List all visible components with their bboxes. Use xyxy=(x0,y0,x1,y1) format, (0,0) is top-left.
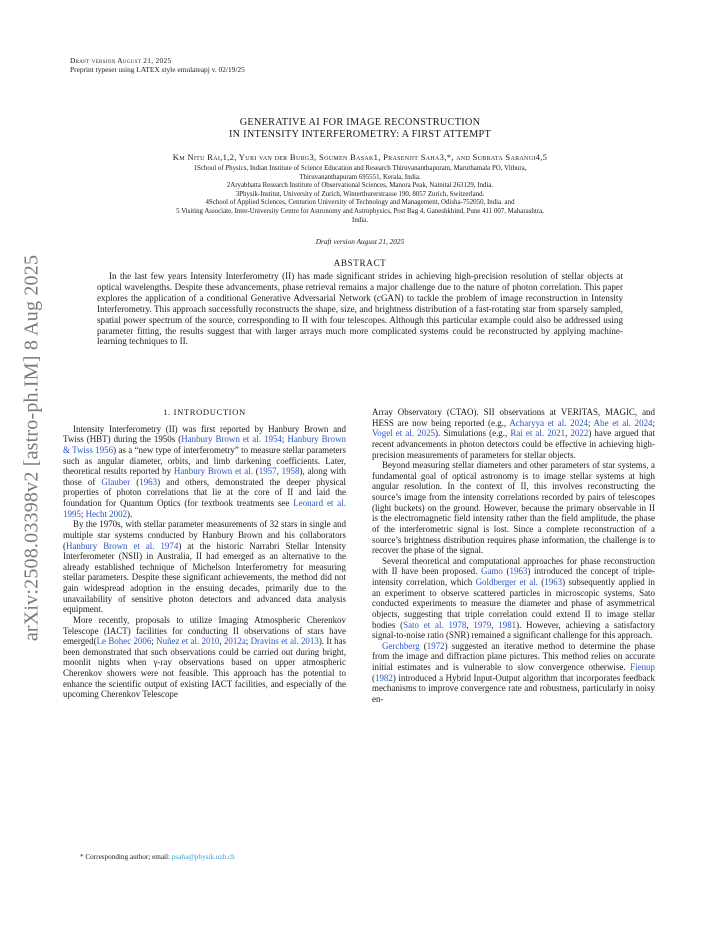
citation-link[interactable]: Fienup xyxy=(630,662,655,672)
citation-link[interactable]: 1981 xyxy=(498,619,517,630)
paragraph-text: ; xyxy=(281,434,288,445)
paragraph-text: ) have argued that recent advancements in photon detectors could be effective in achieving high-precision measurements of parameters for stellar objects. xyxy=(372,428,656,460)
paragraph xyxy=(372,641,655,705)
paragraph-text: ) introduced the concept of triple-intensity correlation, which xyxy=(372,566,655,587)
abstract-heading: ABSTRACT xyxy=(333,258,387,268)
arxiv-identifier-text: arXiv:2508.03398v2 [astro-ph.IM] 8 Aug 2025 xyxy=(20,254,43,642)
citation-link[interactable]: Nuñez et al. 2010 xyxy=(156,636,220,647)
paragraph-text: Beyond measuring stellar diameters and other parameters of star systems, a fundamental goal of optical astronomy is to image stellar systems at high angular resolution. In the context of II, this involves reconstructing the source’s image from the intensity correlations recorded by pairs of telescopes (light buckets) on the ground. However, because the primary observable in II is the electromagnetic field intensity rather than the field amplitude, the phase of the interferometric signal is lost. Since a complete reconstruction of a source’s brightness distribution requires phase information, the challenge is to recover the phase of the signal. xyxy=(372,460,655,556)
paragraph-text: ) as a “new type of interferometry” to measure stellar parameters such as angular diameter, orbits, and limb darkening coefficients. Later, theoretical results reported by xyxy=(63,444,346,477)
citation-link[interactable]: 2012a xyxy=(223,636,246,647)
paragraph-text: ; xyxy=(652,417,655,428)
citation-link[interactable]: Dravins et al. 2013 xyxy=(250,636,319,647)
preprint-header xyxy=(70,56,245,74)
paragraph-text: ). It has been demonstrated that such observations could be carried out during bright, moonlit nights when γ-ray observations based on upper atmospheric Cherenkov showers were not feasible. This approach has the potential to enhance the scientific output of existing IACT facilities, and especially of the upcoming Cherenkov Telescope xyxy=(63,636,347,700)
author-email-link[interactable]: psaha@physik.uzh.ch xyxy=(171,853,235,861)
title-line-2: IN INTENSITY INTERFEROMETRY: A FIRST ATTEMPT xyxy=(228,128,492,140)
paragraph-text: ). Simulations (e.g., xyxy=(435,428,511,439)
paragraph xyxy=(372,460,655,556)
paragraph-text: More recently, proposals to utilize Imaging Atmospheric Cherenkov Telescope (IACT) facilities for conducting II observations of stars have emerged( xyxy=(63,614,346,647)
affiliation-line: 4School of Applied Sciences, Centurion University of Technology and Management, Odisha-752050, India. and xyxy=(205,199,515,207)
citation-link[interactable]: Goldberger et al. xyxy=(475,577,538,587)
paragraph xyxy=(63,519,346,615)
paragraph-text: By the 1970s, with stellar parameter measurements of 32 stars in single and multiple star systems conducted by Hanbury Brown and his collaborators ( xyxy=(63,519,346,551)
draft-version-date: Draft version August 21, 2025 xyxy=(315,237,405,246)
paper-title xyxy=(120,117,600,140)
citation-link[interactable]: Le Bohec 2006 xyxy=(96,636,152,647)
paragraph-text: ) introduced a Hybrid Input-Output algorithm that incorporates feedback mechanisms to improve convergence rate and robustness, particularly in noisy en- xyxy=(372,672,655,704)
affiliation-line: India. xyxy=(352,216,368,224)
paragraph-text: ( xyxy=(419,640,427,651)
affiliation-list xyxy=(70,165,650,225)
affiliation-line: 3Physik-Institut, University of Zurich, Winterthurerstrasse 190, 8057 Zurich, Switzerland. xyxy=(235,190,485,198)
paragraph-text: ) subsequently applied in an experiment to observe scattered particles in microscopic systems. Sato conducted experiments to measure the diameter and phase of asymmetrical objects, suggesting that triple correlation could extend II to image stellar bodies ( xyxy=(372,577,656,630)
paragraph-text: , xyxy=(466,619,474,630)
citation-link[interactable]: 1972 xyxy=(426,640,445,651)
paragraph-text: ( xyxy=(252,466,259,477)
paragraph-text: ( xyxy=(130,476,140,487)
citation-link[interactable]: Hanbury Brown et al. xyxy=(173,466,253,477)
citation-link[interactable]: Hecht 2002 xyxy=(85,508,128,519)
paragraph-text: , xyxy=(219,636,224,647)
paragraph-text: ). However, achieving a satisfactory signal-to-noise ratio (SNR) remained a significant challenge for this approach. xyxy=(372,619,655,641)
paragraph-text: ). xyxy=(127,508,133,519)
paragraph-text: , xyxy=(565,428,571,439)
paragraph-text: ( xyxy=(372,672,375,683)
paragraph-text: , xyxy=(276,466,282,477)
paragraph-text: ) and others, demonstrated the deeper physical properties of photon correlations that lie at the core of II and laid the foundation for Quantum Optics (for textbook treatments see xyxy=(63,476,347,508)
paragraph-text: ) suggested an iterative method to determine the phase from the image and diffraction plane pictures. This method relies on accurate initial estimates and is vulnerable to slow convergence otherwise. xyxy=(372,640,655,672)
paragraph xyxy=(372,556,655,641)
paragraph-text: Intensity Interferometry (II) was first reported by Hanbury Brown and Twiss (HBT) during the 1950s ( xyxy=(63,423,346,445)
affiliation-line: Thiruvananthapuram 695551, Kerala, India. xyxy=(299,173,421,181)
author-list: Km Nitu Rai,1,2, Yuri van der Burg3, Soumen Basak1, Prasenjit Saha3,*, and Subrata Sarangi4,5 xyxy=(172,152,548,162)
citation-link[interactable]: Hanbury Brown & Twiss 1956 xyxy=(63,434,346,455)
left-column xyxy=(63,407,346,700)
citation-link[interactable]: Vogel et al. 2025 xyxy=(372,428,436,439)
affiliation-line: 1School of Physics, Indian Institute of Science Education and Research Thiruvananthapuram, Maruthamala PO, Vithura, xyxy=(193,165,527,172)
paragraph-text: ) at the historic Narrabri Stellar Intensity Interferometer (NSII) in Australia, II had emerged as an alternative to the already established technique of Michelson Interferometry for measuring stellar parameters. Despite these significant achievements, the method did not gain widespread adoption in the ensuing decades, primarily due to the unavailability of sensitive photon detectors and advanced data analysis equipment. xyxy=(63,540,346,615)
citation-link[interactable]: 1963 xyxy=(139,476,158,487)
paragraph-text: , xyxy=(491,619,499,630)
citation-link[interactable]: Hanbury Brown et al. 1974 xyxy=(65,540,179,551)
citation-link[interactable]: 1958 xyxy=(281,466,300,477)
citation-link[interactable]: Acharyya et al. 2024 xyxy=(509,417,589,428)
paragraph-text: ; xyxy=(151,636,157,647)
citation-link[interactable]: Leonard et al. 1995 xyxy=(63,498,346,519)
abstract-text: In the last few years Intensity Interferometry (II) has made significant strides in achieving high-precision resolution of stellar objects at optical wavelengths. Despite these advancements, phase retrieval remains a major challenge due to the nature of photon correlation. This paper explores the application of a conditional Generative Adversarial Network (cGAN) to tackle the problem of image reconstruction in Intensity Interferometry. This approach successfully reconstructs the shape, size, and brightness distribution of a fast-rotating star from sparsely sampled, spatial power spectrum of the source, corresponding to II with four telescopes. Although this particular example could also be addressed using parameter fitting, the results suggest that with larger arrays much more complicated systems could be reconstructed by applying machine-learning techniques to II. xyxy=(97,271,623,347)
paragraph-text: ( xyxy=(502,566,510,577)
citation-link[interactable]: 1963 xyxy=(544,577,563,587)
affiliation-line: 5 Visiting Associate, Inter-University Centre for Astronomy and Astrophysics, Post Bag 4, Ganeshkhind, Pune 411 007, Maharashtra, xyxy=(176,207,544,215)
citation-link[interactable]: Sato et al. 1978 xyxy=(403,619,467,630)
right-column xyxy=(372,407,655,705)
paragraph-text: ; xyxy=(588,417,594,428)
affiliation-line: 2Aryabhatta Research Institute of Observational Sciences, Manora Peak, Nainital 263129, India. xyxy=(226,182,494,190)
paragraph-text: ( xyxy=(537,577,545,587)
paragraph-text: Array Observatory (CTAO). SII observations at VERITAS, MAGIC, and HESS are now being reported (e.g., xyxy=(372,407,655,428)
arxiv-identifier-stamp xyxy=(14,238,50,658)
citation-link[interactable]: Gerchberg xyxy=(382,640,420,651)
paragraph-text: ), along with those of xyxy=(63,466,346,487)
paragraph xyxy=(372,407,655,460)
paragraph-text: ; xyxy=(245,636,251,647)
paragraph-text: Several theoretical and computational approaches for phase reconstruction with II have been proposed. xyxy=(372,555,655,577)
section-heading-introduction: 1. INTRODUCTION xyxy=(163,407,246,417)
paragraph-text: ; xyxy=(80,508,86,519)
citation-link[interactable]: 2022 xyxy=(570,428,589,439)
citation-link[interactable]: 1979 xyxy=(473,619,492,630)
citation-link[interactable]: 1957 xyxy=(258,466,277,477)
corresponding-author-footnote xyxy=(80,853,235,861)
citation-link[interactable]: Glauber xyxy=(101,476,131,487)
abstract-body xyxy=(97,271,623,347)
title-line-1: GENERATIVE AI FOR IMAGE RECONSTRUCTION xyxy=(239,117,481,128)
citation-link[interactable]: Hanbury Brown et al. 1954 xyxy=(181,434,282,445)
preprint-typeset-line: Preprint typeset using LATEX style emulateapj v. 02/19/25 xyxy=(70,65,245,74)
citation-link[interactable]: Abe et al. 2024 xyxy=(593,417,653,428)
paragraph xyxy=(63,615,346,700)
citation-link[interactable]: 1963 xyxy=(509,566,528,577)
draft-version-line: Draft version August 21, 2025 xyxy=(70,56,172,65)
citation-link[interactable]: 1982 xyxy=(374,672,393,683)
citation-link[interactable]: Rai et al. 2021 xyxy=(510,428,566,439)
footnote-text: * Corresponding author; email: xyxy=(80,853,172,861)
citation-link[interactable]: Gamo xyxy=(481,566,503,577)
paragraph xyxy=(63,424,346,520)
